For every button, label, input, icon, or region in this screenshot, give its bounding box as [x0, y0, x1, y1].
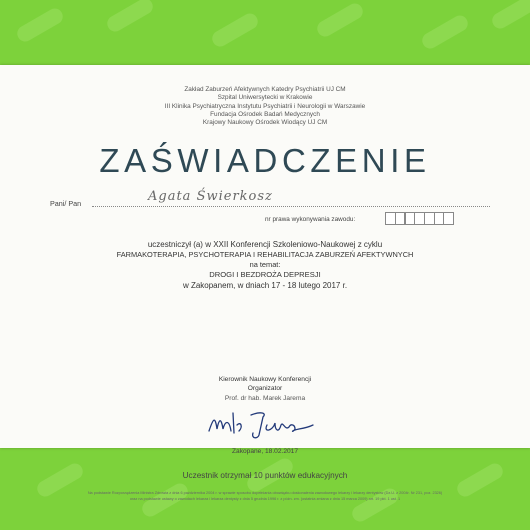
license-number-label: nr prawa wykonywania zawodu: — [265, 216, 356, 223]
body-line-topic-label: na temat: — [249, 260, 281, 269]
certificate-title: ZAŚWIADCZENIE — [99, 142, 431, 179]
legal-basis-footnote — [30, 490, 500, 502]
license-digit-box — [443, 212, 454, 225]
certificate-body — [0, 239, 530, 291]
recipient-dotted-line — [92, 206, 490, 207]
institution-line: Fundacja Ośrodek Badań Medycznych — [210, 110, 320, 118]
body-line-series: FARMAKOTERAPIA, PSYCHOTERAPIA I REHABILITACJA ZABURZEŃ AFEKTYWNYCH — [116, 250, 414, 259]
handwritten-signature — [203, 407, 323, 441]
body-line-participation: uczestniczył (a) w XXII Konferencji Szkoleniowo-Naukowej z cyklu — [147, 240, 383, 249]
legal-line: Na podstawie Rozporządzenia Ministra Zdrowia z dnia 6 października 2004 r. w sprawie sposobu dopełniania obowiązku doskonalenia zawodowego lekarzy i lekarzy dentystów (Dz.U. z 2004r. Nr 231, poz. 2326) — [87, 491, 443, 495]
institution-line: III Klinika Psychiatryczna Instytutu Psychiatrii i Neurologii w Warszawie — [164, 102, 366, 110]
organizer-label: Organizator — [247, 385, 283, 392]
legal-line: oraz na podstawie ustawy o zawodach lekarza i lekarza dentysty z dnia 5 grudnia 1996 r. z późn. zm. (ostatnia zmiana z dnia 15 marca 2009) art. 19 pkt. 1 ust. 1 — [129, 497, 401, 501]
place-and-date: Zakopane, 18.02.2017 — [232, 448, 298, 455]
institution-line: Zakład Zaburzeń Afektywnych Katedry Psychiatrii UJ CM — [184, 86, 346, 93]
institution-line: Krajowy Naukowy Ośrodek Wiodący UJ CM — [202, 119, 328, 127]
scientific-head-title: Kierownik Naukowy Konferencji — [218, 376, 312, 383]
education-points: Uczestnik otrzymał 10 punktów edukacyjnych — [182, 471, 348, 480]
issuing-institutions — [0, 86, 530, 127]
license-number-boxes — [386, 212, 454, 225]
scientific-head-name: Prof. dr hab. Marek Jarema — [224, 395, 306, 402]
recipient-label: Pani/ Pan — [50, 199, 82, 208]
recipient-name: Agata Świerkosz — [148, 189, 273, 204]
certificate-document — [0, 65, 530, 501]
body-line-topic: DROGI I BEZDROŻA DEPRESJI — [209, 270, 321, 279]
body-line-place-dates: w Zakopanem, w dniach 17 - 18 lutego 2017 r. — [182, 281, 348, 290]
institution-line: Szpital Uniwersytecki w Krakowie — [217, 94, 313, 102]
